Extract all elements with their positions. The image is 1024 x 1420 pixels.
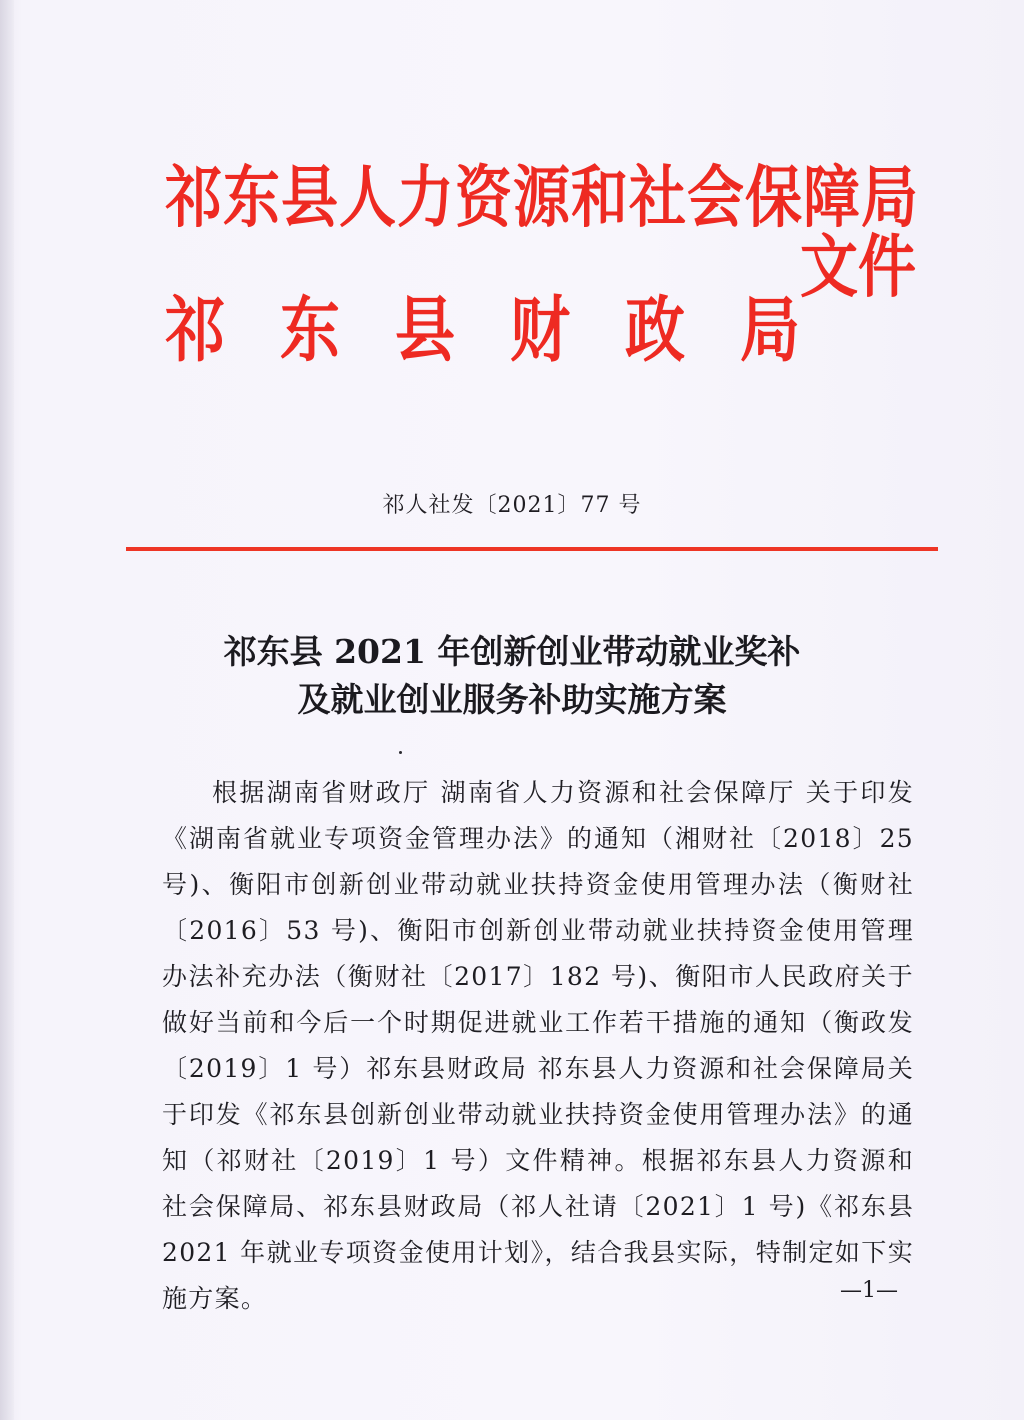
page-number: —1— bbox=[840, 1278, 898, 1303]
title-line1: 祁东县 2021 年创新创业带动就业奖补 bbox=[223, 632, 801, 671]
ink-speck bbox=[399, 751, 402, 754]
issuing-agency-line2: 祁东县财政局 bbox=[165, 289, 855, 373]
document-type-label: 文件 bbox=[800, 226, 917, 308]
body-paragraph: 根据湖南省财政厅 湖南省人力资源和社会保障厅 关于印发《湖南省就业专项资金管理办法》的通知（湘财社〔2018〕25 号)、衡阳市创新创业带动就业扶持资金使用管理办法（衡财社〔2016〕53 号)、衡阳市创新创业带动就业扶持资金使用管理办法补充办法（衡财社〔2017〕182 号)、衡阳市人民政府关于做好当前和今后一个时期促进就业工作若干措施的通知（衡政发〔2019〕1 号）祁东县财政局 祁东县人力资源和社会保障局关于印发《祁东县创新创业带动就业扶持资金使用管理办法》的通知（祁财社〔2019〕1 号）文件精神。根据祁东县人力资源和社会保障局、祁东县财政局（祁人社请〔2021〕1 号)《祁东县 2021 年就业专项资金使用计划》，结合我县实际，特制定如下实施方案。 bbox=[162, 778, 914, 1313]
title-line2: 及就业创业服务补助实施方案 bbox=[297, 680, 727, 719]
document-title bbox=[0, 628, 1024, 724]
document-number: 祁人社发〔2021〕77 号 bbox=[382, 493, 642, 518]
issuing-agency-line1: 祁东县人力资源和社会保障局 bbox=[165, 157, 919, 237]
red-separator-rule bbox=[126, 547, 938, 551]
